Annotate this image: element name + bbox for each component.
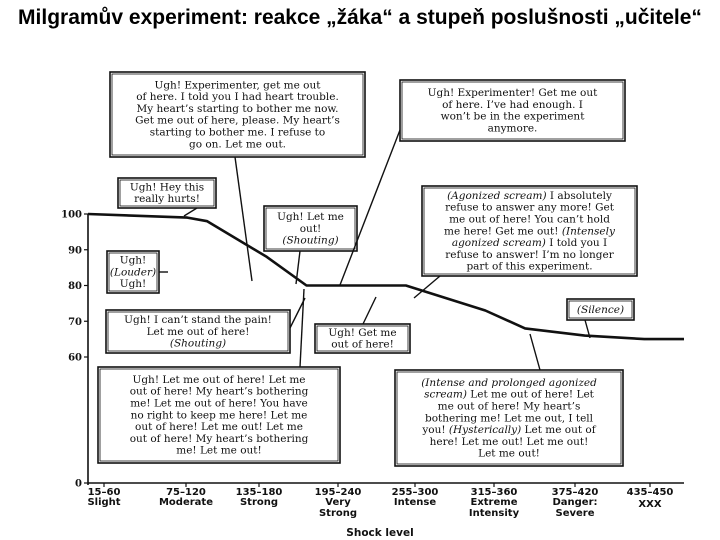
x-tick-description: Strong (239, 497, 279, 508)
x-tick-description: Slight (87, 497, 121, 508)
x-axis-label: Shock level (346, 527, 414, 539)
bubble-text-line: out of here! My heart’s bothering (129, 432, 309, 445)
annotation-bubble (107, 251, 168, 293)
bubble-text-line: me out of here! You can’t hold (449, 213, 610, 226)
x-tick-description: Extreme (470, 497, 518, 508)
y-tick-label: 0 (75, 478, 82, 490)
annotation-bubble (118, 178, 216, 216)
x-tick-label: 255–300 (391, 487, 439, 498)
bubble-text-line: go on. Let me out. (188, 138, 287, 151)
bubble-text-line: Ugh! Let me (277, 211, 344, 223)
bubble-text-line: part of this experiment. (466, 260, 593, 273)
bubble-text-line: out of here! (331, 338, 394, 351)
bubble-text-line: (Louder) (109, 266, 157, 279)
bubble-text-line: scream) Let me out of here! Let (424, 388, 594, 401)
annotation-bubble (315, 297, 410, 353)
y-tick-label: 70 (68, 316, 82, 328)
bubble-text-line: out of here! My heart’s bothering (129, 385, 309, 398)
slide-title: Milgramův experiment: reakce „žáka“ a stupeň poslušnosti „učitele“ (18, 6, 702, 29)
bubble-text-line: Let me out of here! (146, 325, 250, 338)
bubble-text-line: Get me out of here, please. My heart’s (135, 114, 340, 127)
annotation-bubble (264, 206, 357, 284)
bubble-text-line: of here. I’ve had enough. I (442, 98, 583, 111)
x-tick-label: 435–450 (626, 487, 674, 498)
bubble-text-line: (Intense and prolonged agonized (421, 376, 597, 389)
x-tick-label: 15–60 (87, 487, 121, 498)
bubble-text-line: of here. I told you I had heart trouble. (136, 91, 339, 104)
bubble-text-line: (Shouting) (169, 337, 227, 350)
bubble-text-line: Let me out! (478, 447, 540, 460)
x-tick-description: Moderate (158, 497, 214, 508)
bubble-text-line: (Agonized scream) I absolutely (447, 189, 612, 202)
bubble-text-line: me out of here! My heart’s (437, 400, 581, 413)
bubble-text-line: no right to keep me here! Let me (130, 409, 308, 422)
bubble-text-line: My heart’s starting to bother me now. (136, 102, 339, 115)
bubble-text-line: Ugh! I can’t stand the pain! (124, 314, 272, 326)
bubble-pointer (363, 297, 376, 324)
bubble-text-line: me here! Get me out! (Intensely (444, 225, 615, 238)
annotation-bubbles (98, 72, 637, 466)
bubble-text-line: really hurts! (134, 193, 200, 206)
bubble-text-line: (Silence) (576, 303, 625, 316)
bubble-text-line: me! Let me out! (176, 444, 262, 457)
x-tick-description: Intense (393, 497, 437, 508)
bubble-text-line: Ugh! (119, 278, 147, 291)
annotation-bubble (414, 186, 637, 298)
bubble-text-line: Ugh! (119, 254, 147, 267)
bubble-text-line: Ugh! Get me (328, 327, 397, 339)
bubble-text-line: refuse to answer any more! Get (445, 201, 614, 214)
y-tick-label: 100 (61, 209, 82, 221)
x-tick-labels (87, 483, 673, 519)
annotation-bubble (395, 334, 623, 466)
x-tick-label: 195–240 (314, 487, 362, 498)
x-tick-description: Danger: (552, 497, 598, 508)
bubble-text-line: out! (299, 222, 322, 235)
bubble-text-line: here! Let me out! Let me out! (429, 435, 589, 448)
x-tick-label: 375–420 (551, 487, 599, 498)
y-tick-label: 60 (68, 352, 82, 364)
bubble-text-line: Ugh! Hey this (129, 181, 205, 194)
bubble-text-line: refuse to answer! I’m no longer (445, 248, 614, 261)
x-tick-description: Severe (555, 508, 595, 519)
bubble-text-line: out of here! Let me out! Let me (135, 421, 303, 434)
x-tick-label: 315–360 (470, 487, 518, 498)
x-tick-label: 75–120 (166, 487, 206, 498)
bubble-text-line: (Shouting) (282, 234, 339, 247)
bubble-pointer (235, 157, 252, 281)
annotation-bubble (567, 299, 634, 338)
x-tick-description: XXX (638, 499, 662, 510)
bubble-pointer (184, 208, 197, 216)
x-tick-description: Intensity (468, 508, 520, 519)
bubble-text-line: Ugh! Let me out of here! Let me (132, 373, 306, 386)
bubble-text-line: won’t be in the experiment (440, 110, 585, 123)
bubble-pointer (300, 289, 304, 367)
x-tick-description: Strong (318, 508, 358, 519)
bubble-text-line: anymore. (487, 122, 538, 135)
bubble-text-line: you! (Hysterically) Let me out of (422, 424, 596, 437)
bubble-text-line: Ugh! Experimenter! Get me out (427, 87, 598, 100)
y-tick-label: 90 (68, 245, 82, 257)
x-tick-label: 135–180 (235, 487, 283, 498)
bubble-text-line: starting to bother me. I refuse to (149, 126, 326, 139)
bubble-pointer (530, 334, 540, 370)
bubble-text-line: me! Let me out of here! You have (130, 397, 308, 410)
y-tick-labels (61, 210, 88, 490)
bubble-text-line: agonized scream) I told you I (451, 237, 608, 250)
y-tick-label: 80 (68, 281, 82, 292)
annotation-bubble (106, 298, 305, 353)
bubble-text-line: Ugh! Experimenter, get me out (154, 79, 321, 92)
bubble-text-line: bothering me! Let me out, I tell (424, 412, 594, 425)
x-tick-description: Very (325, 497, 351, 508)
